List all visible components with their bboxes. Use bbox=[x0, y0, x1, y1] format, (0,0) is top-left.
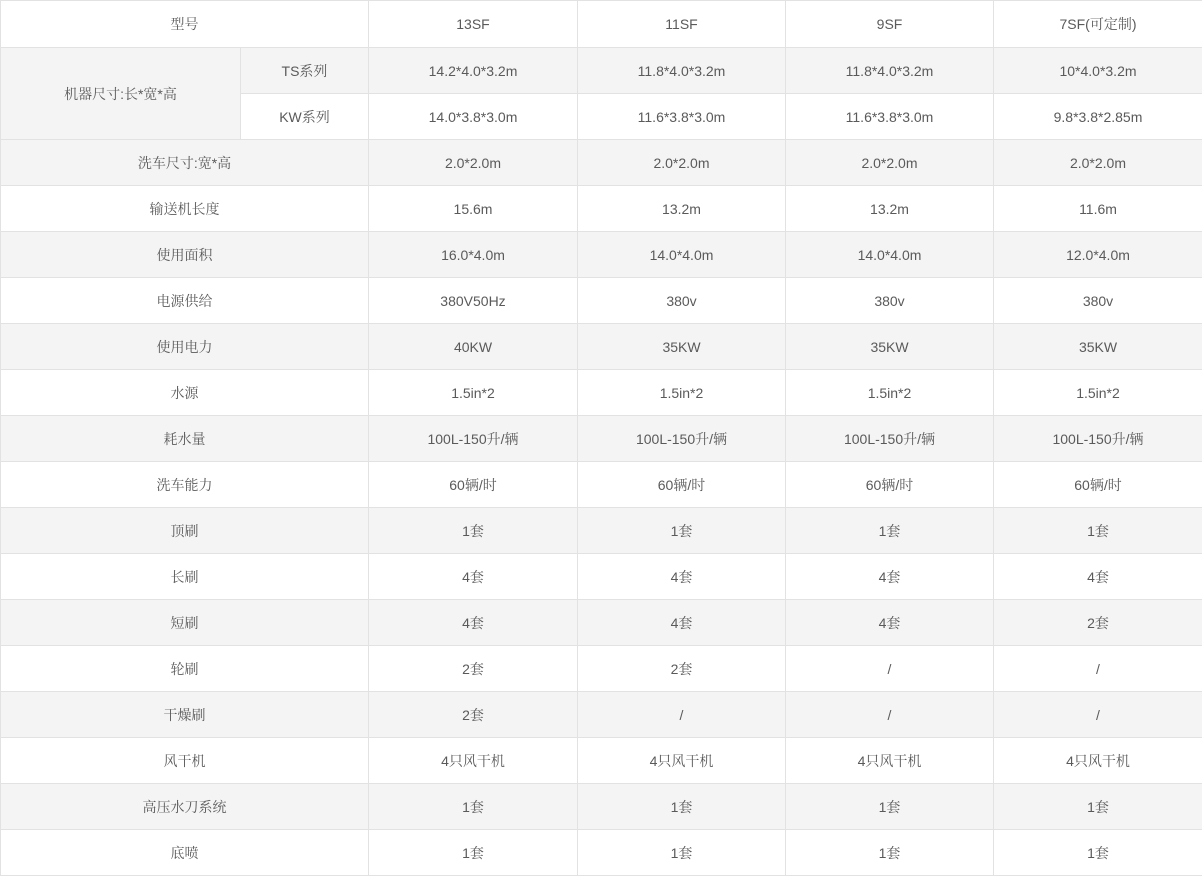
value-cell: 1套 bbox=[786, 784, 994, 830]
model-name: 13SF bbox=[369, 1, 578, 48]
value-cell: 60辆/时 bbox=[786, 462, 994, 508]
value-cell: 11.8*4.0*3.2m bbox=[578, 48, 786, 94]
value-cell: 40KW bbox=[369, 324, 578, 370]
value-cell: 4套 bbox=[786, 600, 994, 646]
row-label: 干燥刷 bbox=[1, 692, 369, 738]
value-cell: 2.0*2.0m bbox=[578, 140, 786, 186]
spec-row-wash-capacity bbox=[1, 462, 1202, 508]
value-cell: 2套 bbox=[578, 646, 786, 692]
value-cell: 16.0*4.0m bbox=[369, 232, 578, 278]
row-label: 电源供给 bbox=[1, 278, 369, 324]
value-cell: 1套 bbox=[578, 830, 786, 876]
value-cell: 1套 bbox=[786, 830, 994, 876]
value-cell: 1套 bbox=[786, 508, 994, 554]
spec-row-power-supply bbox=[1, 278, 1202, 324]
spec-row-short-brush bbox=[1, 600, 1202, 646]
row-label: 耗水量 bbox=[1, 416, 369, 462]
value-cell: 1套 bbox=[994, 784, 1202, 830]
spec-row-air-dryer bbox=[1, 738, 1202, 784]
value-cell: 380v bbox=[786, 278, 994, 324]
value-cell: 60辆/时 bbox=[994, 462, 1202, 508]
row-label: 高压水刀系统 bbox=[1, 784, 369, 830]
machine-size-ts-row bbox=[1, 48, 1202, 94]
value-cell: 35KW bbox=[786, 324, 994, 370]
row-label: 底喷 bbox=[1, 830, 369, 876]
value-cell: 1套 bbox=[369, 830, 578, 876]
value-cell: 9.8*3.8*2.85m bbox=[994, 94, 1202, 140]
row-label: 输送机长度 bbox=[1, 186, 369, 232]
machine-size-label: 机器尺寸:长*宽*高 bbox=[1, 48, 241, 140]
spec-row-long-brush bbox=[1, 554, 1202, 600]
value-cell: 380v bbox=[994, 278, 1202, 324]
row-label: 短刷 bbox=[1, 600, 369, 646]
value-cell: 4套 bbox=[578, 600, 786, 646]
value-cell: 14.0*3.8*3.0m bbox=[369, 94, 578, 140]
spec-row-wash-size bbox=[1, 140, 1202, 186]
value-cell: 12.0*4.0m bbox=[994, 232, 1202, 278]
value-cell: 2.0*2.0m bbox=[369, 140, 578, 186]
value-cell: 11.6m bbox=[994, 186, 1202, 232]
value-cell: 1套 bbox=[994, 830, 1202, 876]
value-cell: 1.5in*2 bbox=[994, 370, 1202, 416]
spec-row-top-brush bbox=[1, 508, 1202, 554]
value-cell: 380V50Hz bbox=[369, 278, 578, 324]
value-cell: 4只风干机 bbox=[369, 738, 578, 784]
model-name: 9SF bbox=[786, 1, 994, 48]
value-cell: 14.0*4.0m bbox=[786, 232, 994, 278]
model-row-label: 型号 bbox=[1, 1, 369, 48]
value-cell: 35KW bbox=[578, 324, 786, 370]
value-cell: 35KW bbox=[994, 324, 1202, 370]
value-cell: 4套 bbox=[578, 554, 786, 600]
value-cell: 2.0*2.0m bbox=[994, 140, 1202, 186]
value-cell: 14.2*4.0*3.2m bbox=[369, 48, 578, 94]
value-cell: 13.2m bbox=[786, 186, 994, 232]
value-cell: 1.5in*2 bbox=[578, 370, 786, 416]
value-cell: 100L-150升/辆 bbox=[994, 416, 1202, 462]
spec-row-underbody-spray bbox=[1, 830, 1202, 876]
value-cell: 4套 bbox=[994, 554, 1202, 600]
value-cell: 60辆/时 bbox=[578, 462, 786, 508]
series-label-kw: KW系列 bbox=[241, 94, 369, 140]
value-cell: 11.8*4.0*3.2m bbox=[786, 48, 994, 94]
model-row bbox=[1, 1, 1202, 48]
row-label: 使用电力 bbox=[1, 324, 369, 370]
value-cell: / bbox=[578, 692, 786, 738]
value-cell: 1.5in*2 bbox=[786, 370, 994, 416]
value-cell: 4套 bbox=[369, 554, 578, 600]
value-cell: 11.6*3.8*3.0m bbox=[786, 94, 994, 140]
series-label-ts: TS系列 bbox=[241, 48, 369, 94]
value-cell: 15.6m bbox=[369, 186, 578, 232]
value-cell: 13.2m bbox=[578, 186, 786, 232]
spec-row-use-area bbox=[1, 232, 1202, 278]
value-cell: 100L-150升/辆 bbox=[369, 416, 578, 462]
value-cell: 4套 bbox=[786, 554, 994, 600]
row-label: 风干机 bbox=[1, 738, 369, 784]
value-cell: 1套 bbox=[994, 508, 1202, 554]
spec-row-water-source bbox=[1, 370, 1202, 416]
value-cell: 100L-150升/辆 bbox=[786, 416, 994, 462]
value-cell: 2.0*2.0m bbox=[786, 140, 994, 186]
value-cell: 2套 bbox=[369, 692, 578, 738]
value-cell: 380v bbox=[578, 278, 786, 324]
value-cell: / bbox=[786, 646, 994, 692]
spec-row-high-pressure-waterjet bbox=[1, 784, 1202, 830]
row-label: 洗车能力 bbox=[1, 462, 369, 508]
value-cell: / bbox=[786, 692, 994, 738]
spec-row-power-usage bbox=[1, 324, 1202, 370]
value-cell: 11.6*3.8*3.0m bbox=[578, 94, 786, 140]
row-label: 顶刷 bbox=[1, 508, 369, 554]
value-cell: 1套 bbox=[369, 784, 578, 830]
value-cell: 1套 bbox=[578, 784, 786, 830]
value-cell: / bbox=[994, 692, 1202, 738]
value-cell: 100L-150升/辆 bbox=[578, 416, 786, 462]
spec-row-water-consumption bbox=[1, 416, 1202, 462]
row-label: 洗车尺寸:宽*高 bbox=[1, 140, 369, 186]
value-cell: 2套 bbox=[369, 646, 578, 692]
row-label: 长刷 bbox=[1, 554, 369, 600]
value-cell: 2套 bbox=[994, 600, 1202, 646]
value-cell: / bbox=[994, 646, 1202, 692]
row-label: 轮刷 bbox=[1, 646, 369, 692]
value-cell: 60辆/时 bbox=[369, 462, 578, 508]
value-cell: 14.0*4.0m bbox=[578, 232, 786, 278]
value-cell: 4套 bbox=[369, 600, 578, 646]
spec-row-drying-brush bbox=[1, 692, 1202, 738]
row-label: 水源 bbox=[1, 370, 369, 416]
value-cell: 1.5in*2 bbox=[369, 370, 578, 416]
value-cell: 1套 bbox=[578, 508, 786, 554]
model-name: 11SF bbox=[578, 1, 786, 48]
spec-row-wheel-brush bbox=[1, 646, 1202, 692]
value-cell: 1套 bbox=[369, 508, 578, 554]
row-label: 使用面积 bbox=[1, 232, 369, 278]
model-name: 7SF(可定制) bbox=[994, 1, 1202, 48]
value-cell: 4只风干机 bbox=[994, 738, 1202, 784]
spec-row-conveyor-length bbox=[1, 186, 1202, 232]
value-cell: 10*4.0*3.2m bbox=[994, 48, 1202, 94]
value-cell: 4只风干机 bbox=[786, 738, 994, 784]
value-cell: 4只风干机 bbox=[578, 738, 786, 784]
